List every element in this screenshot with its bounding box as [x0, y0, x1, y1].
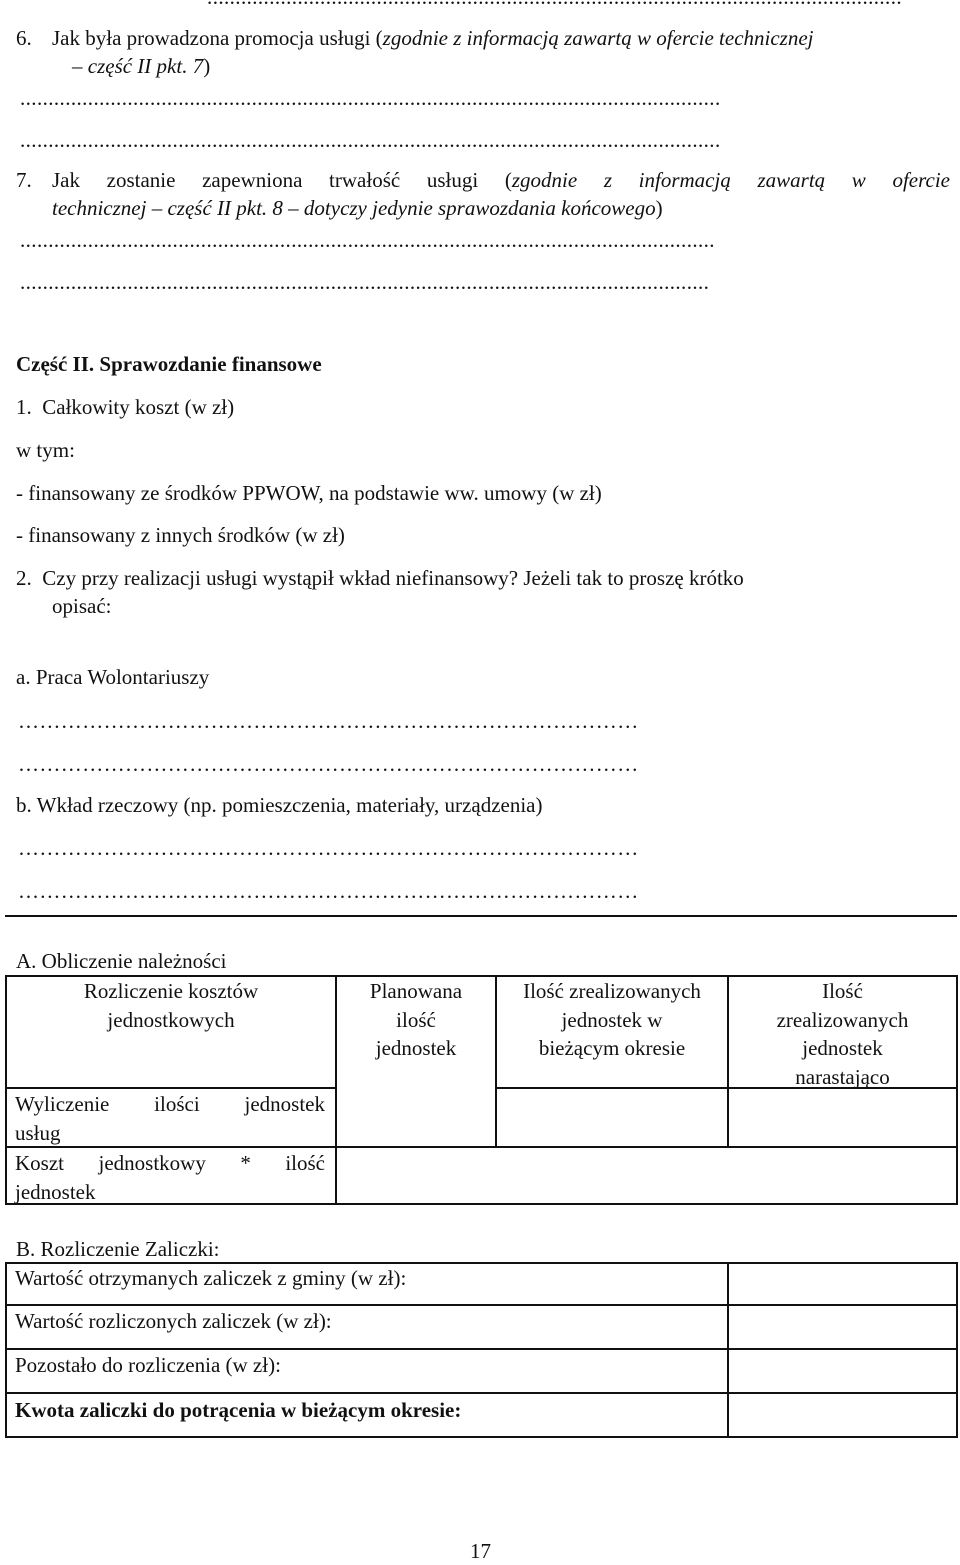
col-header-planned-units [337, 977, 495, 1063]
col-header-cumulative-line1: Ilość [822, 979, 863, 1003]
w-tym-label: w tym: [16, 438, 75, 462]
section-a-title: A. Obliczenie należności [16, 949, 227, 973]
row-unit-cost-times-units [15, 1149, 325, 1206]
col-header-planned-line2: ilość [396, 1007, 436, 1032]
q6-number: 6. [16, 26, 32, 50]
q6-text: Jak była prowadzona promocja usługi ( [52, 26, 383, 50]
row-units-calculation-line2: usług [15, 1120, 61, 1145]
non-financial-question-cont: opisać: [52, 594, 112, 618]
col-header-units-cumulative [729, 977, 956, 1091]
section-b-title: B. Rozliczenie Zaliczki: [16, 1237, 220, 1261]
col-header-planned-line1: Planowana [369, 979, 463, 1003]
q6-line2-end: ) [203, 54, 211, 78]
in-kind-label: b. Wkład rzeczowy (np. pomieszczenia, materiały, urządzenia) [16, 793, 543, 817]
row-unit-cost-line2: jednostek [15, 1179, 96, 1204]
col-header-current-line1: Ilość zrealizowanych [523, 979, 701, 1003]
advance-deduction-input[interactable] [729, 1394, 956, 1436]
volunteer-work-label: a. Praca Wolontariuszy [16, 665, 210, 689]
unit-cost-table [5, 975, 958, 1205]
q7-line1 [52, 166, 950, 194]
q6-answer-line-1: ............................................................................................................................ [20, 86, 721, 110]
col-header-cost-settlement [7, 977, 335, 1034]
col-header-planned-line3: jednostek [375, 1036, 457, 1060]
col-header-cumulative-line3: jednostek [802, 1036, 883, 1060]
volunteer-answer-line-2: …………………………………………………………………………… [18, 752, 639, 776]
remaining-to-settle-input[interactable] [729, 1350, 956, 1392]
row-units-calculation-line1: Wyliczenie ilości jednostek [15, 1092, 325, 1116]
q6-answer-line-2: ............................................................................................................................ [20, 128, 721, 152]
cell-cost-total-input[interactable] [337, 1148, 956, 1203]
q6-line2 [72, 52, 210, 80]
advance-deduction-label: Kwota zaliczki do potrącenia w bieżącym okresie: [15, 1398, 462, 1422]
col-header-current-line2: jednostek w [561, 1007, 663, 1032]
q7-text: Jak zostanie zapewniona trwałość usługi ( [52, 168, 512, 192]
col-header-units-current-period [497, 977, 727, 1063]
q6-line1 [52, 24, 814, 52]
row-unit-cost-line1: Koszt jednostkowy * ilość [15, 1151, 325, 1175]
q7-answer-line-2: .......................................................................................................................... [20, 270, 710, 294]
cell-cumulative-units-input[interactable] [729, 1089, 956, 1146]
cell-current-units-input[interactable] [497, 1089, 727, 1146]
col-header-cost-settlement-line1: Rozliczenie kosztów [83, 979, 259, 1003]
row-units-calculation [15, 1090, 325, 1147]
top-dotted-line [20, 0, 902, 11]
part2-title: Część II. Sprawozdanie finansowe [16, 352, 322, 376]
q6-line2-italic: – część II pkt. 7 [72, 54, 204, 78]
col-header-current-line3: bieżącym okresie [538, 1036, 686, 1060]
col-header-cost-settlement-line2: jednostkowych [107, 1007, 235, 1032]
financed-ppwow: - finansowany ze środków PPWOW, na podstawie ww. umowy (w zł) [16, 481, 602, 505]
remaining-to-settle-label: Pozostało do rozliczenia (w zł): [15, 1353, 281, 1377]
q7-number: 7. [16, 168, 32, 192]
advance-settled-input[interactable] [729, 1306, 956, 1348]
financed-other: - finansowany z innych środków (w zł) [16, 523, 345, 547]
col-header-cumulative-line2: zrealizowanych [776, 1007, 909, 1032]
in-kind-answer-line-1: …………………………………………………………………………… [18, 836, 639, 860]
q7-line2-italic: technicznej – część II pkt. 8 – dotyczy jedynie sprawozdania końcowego [52, 196, 656, 220]
volunteer-answer-line-1: …………………………………………………………………………… [18, 709, 639, 733]
page-number: 17 [470, 1539, 491, 1563]
non-financial-question: 2. Czy przy realizacji usługi wystąpił wkład niefinansowy? Jeżeli tak to proszę krótko [16, 566, 744, 590]
q7-line2 [52, 194, 663, 222]
cell-planned-units-input[interactable] [337, 1089, 495, 1146]
in-kind-answer-line-2: …………………………………………………………………………… [18, 879, 639, 903]
total-cost-item: 1. Całkowity koszt (w zł) [16, 395, 235, 419]
section-divider [5, 915, 957, 917]
col-header-cumulative-line4: narastająco [795, 1064, 890, 1089]
q7-line2-end: ) [655, 196, 663, 220]
advance-settlement-table [5, 1262, 958, 1438]
q7-text-italic: zgodnie z informacją zawartą w ofercie [511, 168, 950, 192]
advance-settled-label: Wartość rozliczonych zaliczek (w zł): [15, 1309, 332, 1333]
q6-text-italic: zgodnie z informacją zawartą w ofercie technicznej [382, 26, 814, 50]
q7-answer-line-1: ........................................................................................................................... [20, 228, 715, 252]
advance-received-label: Wartość otrzymanych zaliczek z gminy (w zł): [15, 1266, 407, 1290]
advance-received-input[interactable] [729, 1264, 956, 1304]
